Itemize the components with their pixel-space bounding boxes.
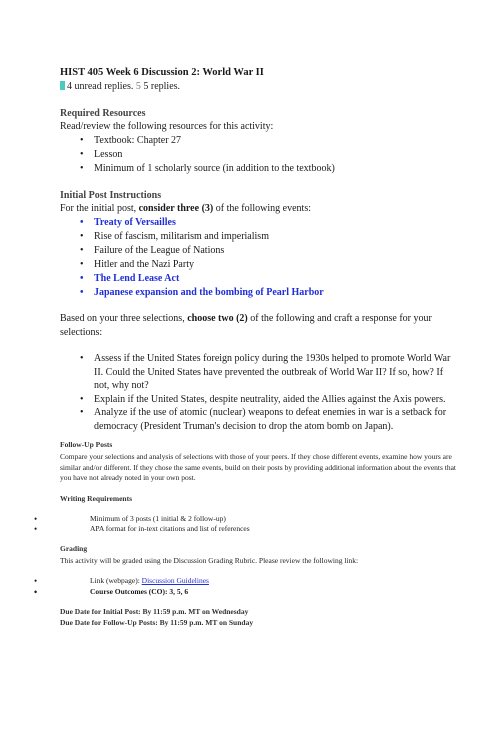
list-item: • Lesson — [94, 148, 460, 162]
prompt-item: • Explain if the United States, despite neutrality, aided the Allies against the Axis powers. — [94, 393, 460, 407]
list-item: • Minimum of 3 posts (1 initial & 2 follow-up) — [60, 514, 460, 525]
due-date-followup: Due Date for Follow-Up Posts: By 11:59 p.m. MT on Sunday — [60, 617, 254, 627]
replies-count: 5 — [135, 81, 141, 92]
required-resources-list — [60, 134, 460, 176]
required-resources-intro: Read/review the following resources for this activity: — [60, 121, 274, 132]
follow-up-text: Compare your selections and analysis of selections with those of your peers. If they chose different events, examine how yours are similar and/or different. If they chose the same events, build on their posts by providing additional information about the events that you have not already noted in your own post. — [60, 452, 457, 482]
event-item: • Hitler and the Nazi Party — [94, 258, 460, 272]
intro-text: For the initial post, — [60, 203, 139, 214]
prompt-item: • Analyze if the use of atomic (nuclear) weapons to defeat enemies in war is a setback for democracy (President Truman's decision to drop the atom bomb on Japan). — [94, 406, 460, 433]
initial-post-intro — [60, 202, 460, 216]
follow-up-heading: Follow-Up Posts — [60, 440, 113, 449]
writing-requirements-list — [60, 514, 460, 535]
prompt-item: • Assess if the United States foreign policy during the 1930s helped to promote World War II. Could the United States have prevented the outbreak of World War II? If so, how? If not, why not? — [94, 352, 460, 393]
event-item: • Failure of the League of Nations — [94, 244, 460, 258]
discussion-guidelines-link[interactable]: Discussion Guidelines — [141, 576, 209, 585]
intro-text-end: of the following events: — [213, 203, 311, 214]
list-item — [60, 576, 460, 587]
replies-text: 5 replies. — [143, 81, 181, 92]
based-emphasis: choose two (2) — [187, 313, 248, 324]
course-outcomes-item: • Course Outcomes (CO): 3, 5, 6 — [60, 587, 460, 598]
based-text-end: of the following and craft a response for your selections: — [60, 313, 432, 338]
grading-text: This activity will be graded using the Discussion Grading Rubric. Please review the following link: — [60, 555, 359, 565]
initial-post-heading: Initial Post Instructions — [60, 190, 162, 201]
list-item: • Textbook: Chapter 27 — [94, 134, 460, 148]
unread-badge[interactable] — [60, 81, 65, 90]
event-item-highlighted: • Treaty of Versailles — [94, 216, 460, 230]
events-list — [60, 216, 460, 300]
event-item-highlighted: • Japanese expansion and the bombing of Pearl Harbor — [94, 286, 460, 300]
page-title: HIST 405 Week 6 Discussion 2: World War II — [60, 67, 264, 78]
unread-replies-text: 4 unread replies. — [67, 81, 134, 92]
writing-requirements-heading: Writing Requirements — [60, 493, 133, 503]
prompts-list — [60, 352, 460, 433]
link-prefix: Link (webpage): — [90, 576, 142, 585]
grading-list — [60, 576, 460, 597]
discussion-page — [60, 66, 460, 628]
event-item: • Rise of fascism, militarism and imperialism — [94, 230, 460, 244]
list-item: • Minimum of 1 scholarly source (in addition to the textbook) — [94, 162, 460, 176]
selection-instructions — [60, 312, 460, 340]
grading-heading: Grading — [60, 543, 88, 553]
based-text: Based on your three selections, — [60, 313, 188, 324]
required-resources-heading: Required Resources — [60, 108, 146, 119]
due-date-initial: Due Date for Initial Post: By 11:59 p.m. MT on Wednesday — [60, 607, 249, 616]
intro-emphasis: consider three (3) — [138, 203, 214, 214]
event-item-highlighted: • The Lend Lease Act — [94, 272, 460, 286]
list-item: • APA format for in-text citations and list of references — [60, 524, 460, 535]
reply-summary — [60, 80, 460, 94]
